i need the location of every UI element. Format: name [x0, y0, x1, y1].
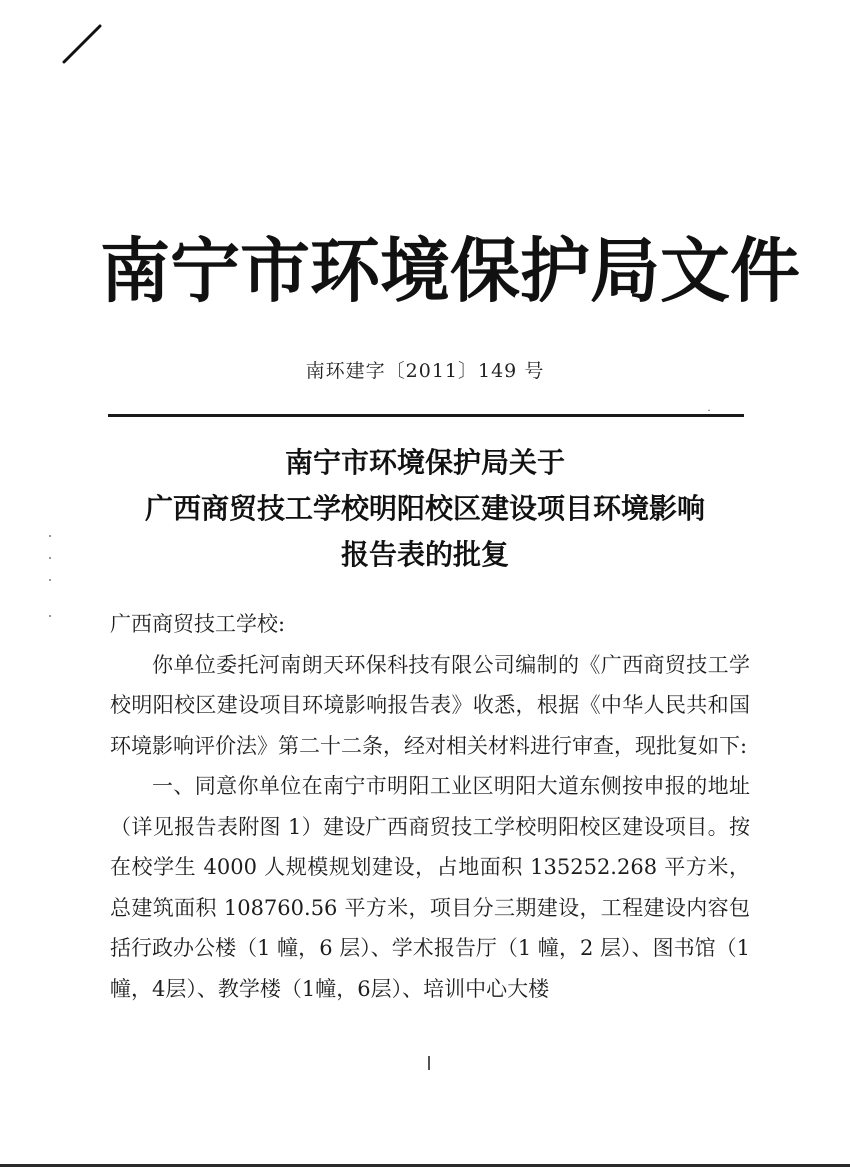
header-divider [108, 414, 744, 417]
subject-line-1: 南宁市环境保护局关于 [284, 446, 565, 479]
scan-speck: ˙ [706, 408, 712, 422]
document-body [110, 604, 750, 1009]
agency-header-title: 南宁市环境保护局文件 [100, 229, 800, 312]
subject-line-2: 广西商贸技工学校明阳校区建设项目环境影响 [144, 492, 705, 525]
scan-edge-marks [48, 530, 52, 620]
addressee: 广西商贸技工学校: [110, 612, 286, 636]
subject-line-3: 报告表的批复 [340, 538, 509, 571]
body-paragraph-1: 你单位委托河南朗天环保科技有限公司编制的《广西商贸技工学校明阳校区建设项目环境影响报告表》收悉，根据《中华人民共和国环境影响评价法》第二十二条，经对相关材料进行审查，现批复如下: [110, 652, 750, 758]
page-mark [428, 1056, 430, 1070]
pen-slash-mark [60, 22, 106, 66]
document-subject [60, 440, 790, 578]
scan-bottom-edge [0, 1164, 850, 1167]
body-paragraph-2: 一、同意你单位在南宁市明阳工业区明阳大道东侧按申报的地址（详见报告表附图 1）建设广西商贸技工学校明阳校区建设项目。按在校学生 4000 人规模规划建设，占地面积 135252.268 平方米，总建筑面积 108760.56 平方米，项目分三期建设，工程建设内容包括行政办公楼（1 幢，6 层）、学术报告厅（1 幢，2 层）、图书馆（1幢，4层）、教学楼（1幢，6层）、培训中心大楼 [110, 774, 750, 1001]
document-number: 南环建字〔2011〕149 号 [305, 360, 545, 382]
